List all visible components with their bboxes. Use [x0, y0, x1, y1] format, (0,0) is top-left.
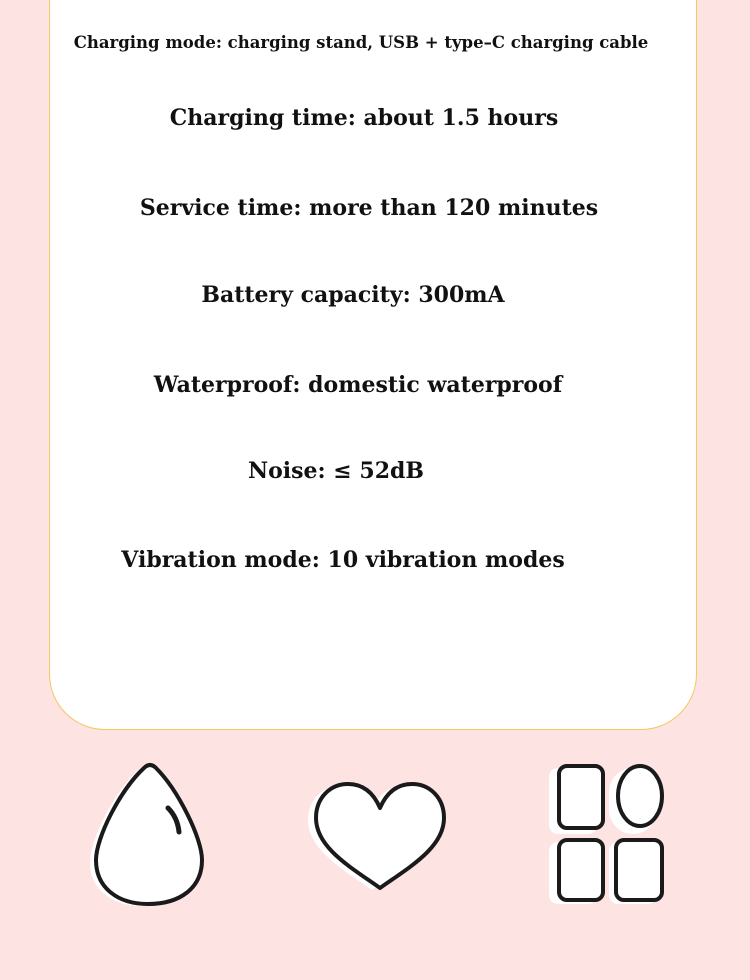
- spec-noise: Noise: ≤ 52dB: [248, 458, 424, 484]
- egg-shape-icon: [86, 760, 218, 910]
- spec-battery-capacity: Battery capacity: 300mA: [201, 282, 505, 308]
- spec-service-time: Service time: more than 120 minutes: [139, 195, 599, 221]
- shape-grid-icon: [548, 762, 670, 906]
- spec-charging-mode: Charging mode: charging stand, USB + type–C charging cable: [73, 33, 649, 52]
- spec-charging-time: Charging time: about 1.5 hours: [169, 105, 559, 131]
- spec-waterproof: Waterproof: domestic waterproof: [153, 372, 563, 398]
- spec-vibration-mode: Vibration mode: 10 vibration modes: [121, 547, 565, 573]
- product-shape-icons: [0, 756, 750, 916]
- heart-shape-icon: [302, 776, 452, 896]
- spec-card: [49, 0, 697, 730]
